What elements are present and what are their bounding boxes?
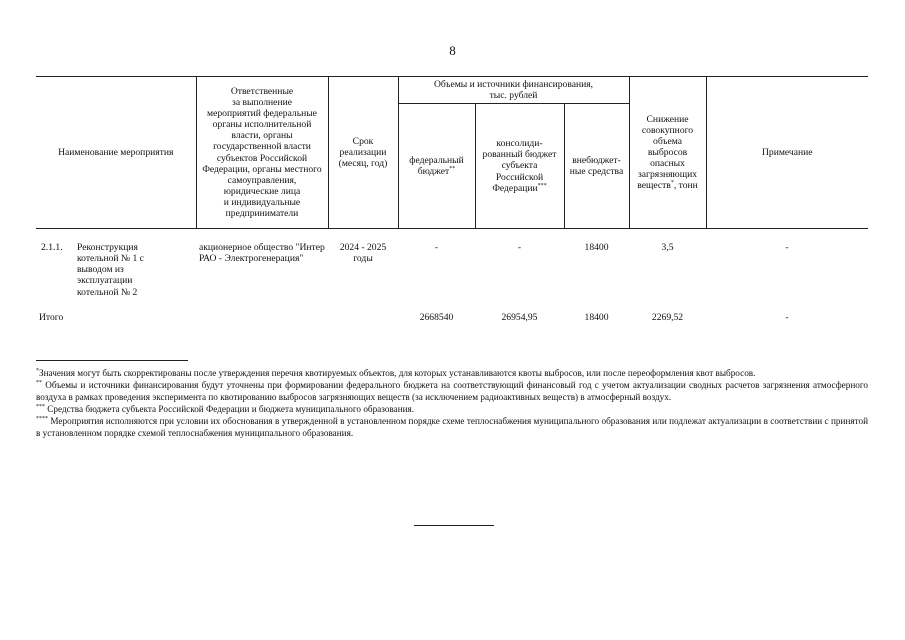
footnote-text: Объемы и источники финансирования будут уточнены при формировании федерального бюджета на соответствующий финансовый год с учетом актуализации сводных расчетов загрязнения атмосферного воздуха в рамках проведения эксперимента по квотированию выбросов загрязняющих веществ (за исключением радиоактивных веществ) в атмосферный воздух. bbox=[36, 379, 868, 402]
activity-term: 2024 - 2025 годы bbox=[339, 242, 387, 265]
total-label: Итого bbox=[39, 311, 64, 323]
total-empty-term bbox=[328, 298, 398, 323]
activity-cell bbox=[36, 229, 196, 298]
header-regional-budget bbox=[475, 104, 564, 229]
header-reduction-unit: , тонн bbox=[673, 180, 698, 192]
total-note: - bbox=[785, 311, 789, 323]
footnote-text: Мероприятия исполняются при условии их обоснования в утвержденной в установленном порядке схеме теплоснабжения муниципального образования или подлежат актуализации в соответствии с принятой в установленном порядке схемой теплоснабжения муниципального образования. bbox=[36, 415, 868, 438]
header-responsible: Ответственные за выполнение мероприятий федеральные органы исполнительной власти, органы государственной власти субъектов Российской Федерации, органы местного самоуправления, юридические лица и индивидуальные предприниматели bbox=[196, 77, 328, 229]
header-federal-budget-mark: ** bbox=[449, 165, 456, 172]
footnote-divider bbox=[36, 360, 188, 361]
header-regional-budget-label: консолиди- рованный бюджет субъекта Российской Федерации bbox=[482, 138, 557, 194]
header-note: Примечание bbox=[706, 77, 868, 229]
footnote-mark: * bbox=[36, 367, 39, 374]
table-row bbox=[36, 229, 868, 298]
footnote bbox=[36, 416, 868, 440]
page-number: 8 bbox=[449, 43, 456, 58]
activity-federal: - bbox=[434, 242, 439, 253]
total-regional: 26954,95 bbox=[501, 311, 538, 323]
total-federal: 2668540 bbox=[419, 311, 454, 323]
footnote-mark: **** bbox=[36, 415, 48, 422]
header-funding-group: Объемы и источники финансирования, тыс. рублей bbox=[398, 77, 629, 104]
header-regional-budget-mark: *** bbox=[537, 182, 547, 189]
footnote-mark: ** bbox=[36, 379, 42, 386]
activity-note: - bbox=[785, 242, 789, 253]
activity-name: Реконструкция котельной № 1 с выводом из эксплуатации котельной № 2 bbox=[77, 242, 144, 298]
header-federal-budget bbox=[398, 104, 475, 229]
footnote bbox=[36, 380, 868, 404]
footnote-mark: *** bbox=[36, 403, 45, 410]
footnote-text: Средства бюджета субъекта Российской Федерации и бюджета муниципального образования. bbox=[47, 403, 415, 414]
end-divider bbox=[414, 525, 494, 526]
activity-extra: 18400 bbox=[584, 242, 609, 253]
total-reduction: 2269,52 bbox=[651, 311, 684, 323]
footnotes bbox=[36, 360, 868, 440]
header-federal-budget-label: федеральный бюджет bbox=[409, 154, 464, 177]
total-extra: 18400 bbox=[584, 311, 609, 323]
activities-table bbox=[36, 76, 868, 323]
total-row bbox=[36, 298, 868, 323]
header-extra-budget: внебюджет- ные средства bbox=[564, 104, 629, 229]
footnote bbox=[36, 368, 868, 380]
header-activity-name: Наименование мероприятия bbox=[36, 77, 196, 229]
activity-regional: - bbox=[517, 242, 522, 253]
activity-number: 2.1.1. bbox=[41, 242, 63, 253]
activity-responsible: акционерное общество "Интер РАО - Электрогенерация" bbox=[199, 242, 325, 265]
header-reduction-mark: * bbox=[670, 180, 674, 187]
footnote-text: Значения могут быть скорректированы после утверждения перечня квотируемых объектов, для которых устанавливаются квоты выбросов, или после переоформления квот выбросов. bbox=[39, 368, 756, 378]
header-term: Срок реализации (месяц, год) bbox=[328, 77, 398, 229]
table-header bbox=[36, 77, 868, 229]
activity-reduction: 3,5 bbox=[661, 242, 674, 253]
footnote bbox=[36, 404, 868, 416]
header-reduction bbox=[629, 77, 706, 229]
header-reduction-label: Снижение совокупного объема выбросов опасных загрязняющих веществ bbox=[637, 113, 698, 192]
total-empty-responsible bbox=[196, 298, 328, 323]
